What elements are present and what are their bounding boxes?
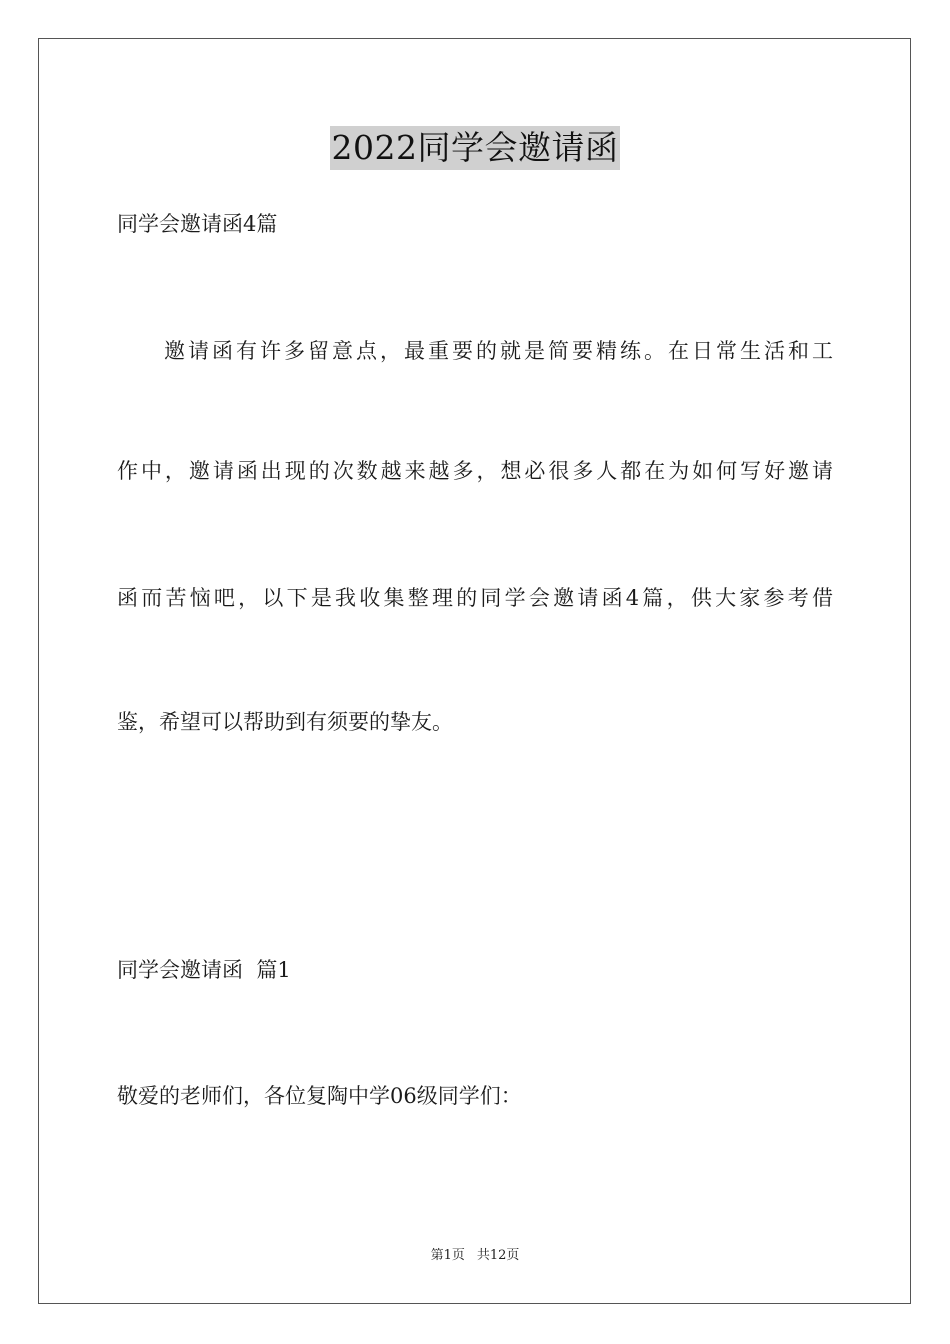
title-container (0, 126, 950, 170)
document-subtitle: 同学会邀请函4篇 (117, 212, 278, 236)
page-footer (0, 1247, 950, 1265)
page-number: 第1页 (430, 1248, 465, 1263)
intro-line-4: 鉴，希望可以帮助到有须要的挚友。 (117, 710, 453, 734)
document-title: 2022同学会邀请函 (330, 126, 621, 170)
intro-line-3: 函而苦恼吧，以下是我收集整理的同学会邀请函4篇，供大家参考借 (117, 586, 833, 610)
intro-line-1: 邀请函有许多留意点，最重要的就是简要精练。在日常生活和工 (164, 339, 833, 363)
page-total: 共12页 (476, 1248, 520, 1263)
intro-line-2: 作中，邀请函出现的次数越来越多，想必很多人都在为如何写好邀请 (117, 459, 833, 483)
section-heading: 同学会邀请函 篇1 (117, 958, 291, 982)
salutation: 敬爱的老师们，各位复陶中学06级同学们： (117, 1084, 522, 1108)
